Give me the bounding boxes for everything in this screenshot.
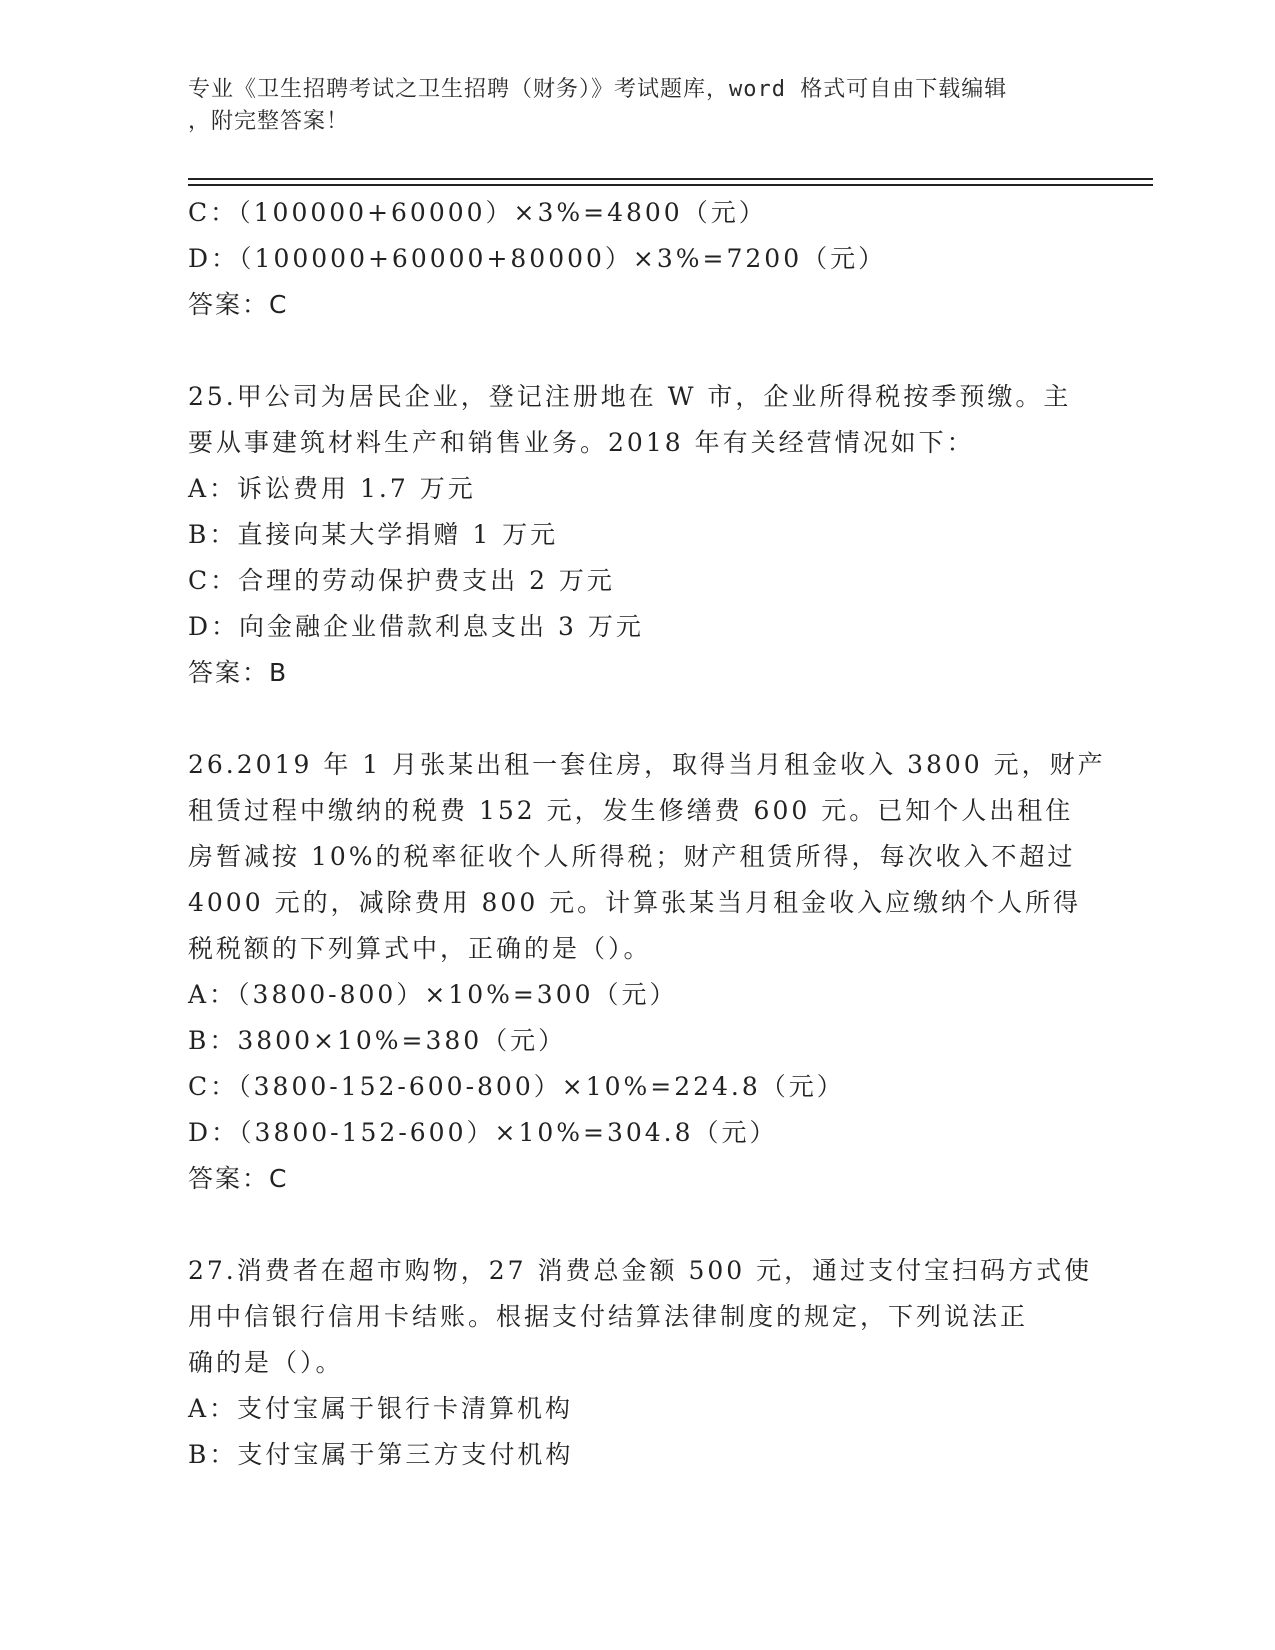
spacer [188, 328, 1088, 374]
question-text: 房暂减按 10%的税率征收个人所得税；财产租赁所得，每次收入不超过 [188, 842, 1076, 871]
spacer [188, 1202, 1088, 1248]
option-c: C：合理的劳动保护费支出 2 万元 [188, 566, 615, 595]
option-d: D：（100000+60000+80000）×3%=7200（元） [188, 244, 887, 273]
header-divider-top [188, 178, 1153, 180]
header-divider-bottom [188, 184, 1153, 186]
header-line-1: 专业《卫生招聘考试之卫生招聘（财务）》考试题库，word 格式可自由下载编辑 [188, 77, 1008, 102]
answer-line: 答案：C [188, 1164, 289, 1193]
option-b: B：支付宝属于第三方支付机构 [188, 1440, 574, 1469]
option-d: D：向金融企业借款利息支出 3 万元 [188, 612, 644, 641]
option-a: A：诉讼费用 1.7 万元 [188, 474, 476, 503]
question-text: 用中信银行信用卡结账。根据支付结算法律制度的规定，下列说法正 [188, 1302, 1029, 1331]
question-text: 要从事建筑材料生产和销售业务。2018 年有关经营情况如下： [188, 428, 975, 457]
answer-line: 答案：C [188, 290, 289, 319]
option-c: C：（100000+60000）×3%=4800（元） [188, 198, 767, 227]
question-26 [188, 742, 1106, 1202]
answer-line: 答案：B [188, 658, 289, 687]
question-text: 25.甲公司为居民企业，登记注册地在 W 市，企业所得税按季预缴。主 [188, 382, 1072, 411]
option-b: B：直接向某大学捐赠 1 万元 [188, 520, 559, 549]
question-text: 租赁过程中缴纳的税费 152 元，发生修缮费 600 元。已知个人出租住 [188, 796, 1074, 825]
question-27 [188, 1248, 1093, 1478]
question-text: 税税额的下列算式中，正确的是（）。 [188, 934, 652, 963]
question-25 [188, 374, 1088, 696]
option-a: A：（3800-800）×10%=300（元） [188, 980, 678, 1009]
option-c: C：（3800-152-600-800）×10%=224.8（元） [188, 1072, 845, 1101]
spacer [188, 696, 1088, 742]
question-24-tail [188, 190, 1088, 328]
document-header [188, 74, 1088, 138]
question-text: 确的是（）。 [188, 1348, 344, 1377]
option-b: B：3800×10%=380（元） [188, 1026, 567, 1055]
question-text: 27.消费者在超市购物，27 消费总金额 500 元，通过支付宝扫码方式使 [188, 1256, 1093, 1285]
question-content [188, 190, 1106, 1478]
option-a: A：支付宝属于银行卡清算机构 [188, 1394, 574, 1423]
question-text: 26.2019 年 1 月张某出租一套住房，取得当月租金收入 3800 元，财产 [188, 750, 1106, 779]
header-line-2: ，附完整答案！ [188, 109, 350, 134]
question-text: 4000 元的，减除费用 800 元。计算张某当月租金收入应缴纳个人所得 [188, 888, 1082, 917]
option-d: D：（3800-152-600）×10%=304.8（元） [188, 1118, 778, 1147]
